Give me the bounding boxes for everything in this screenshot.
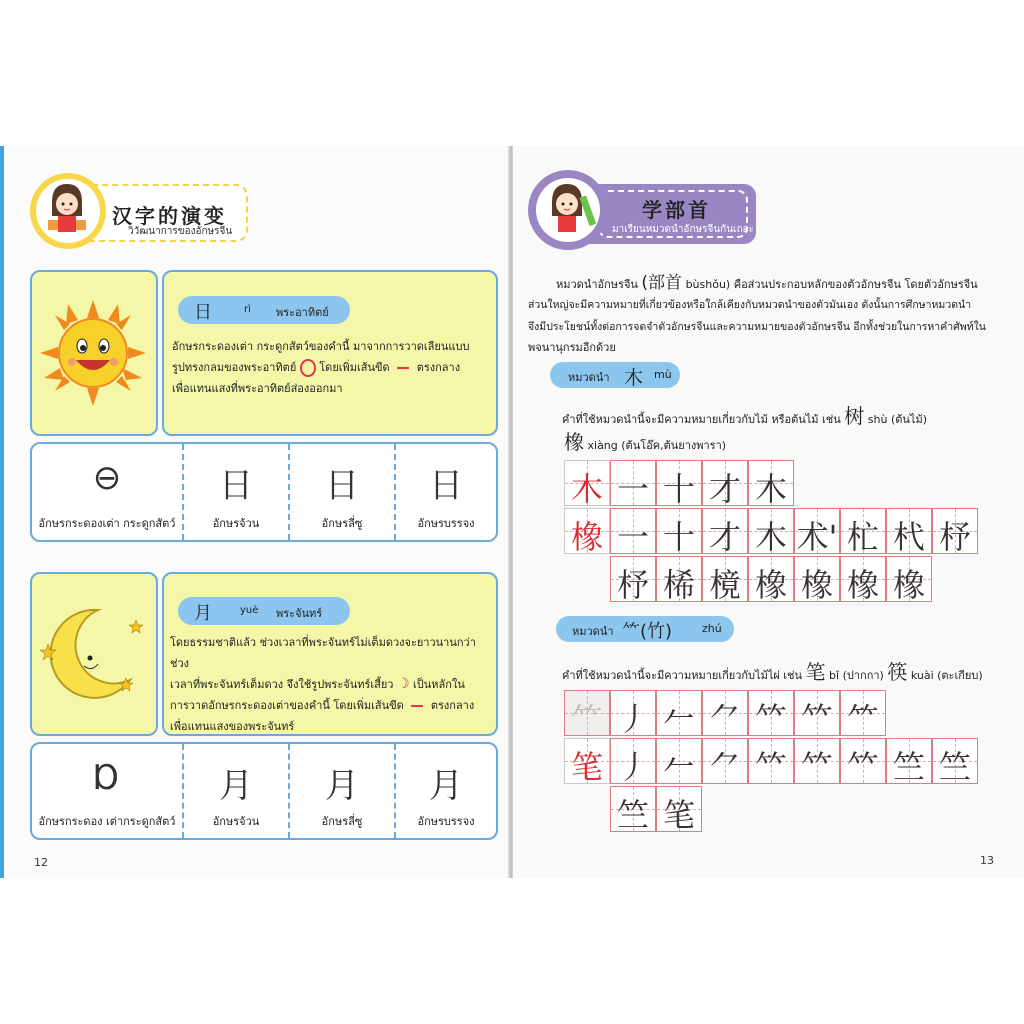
stroke-glyph: 竺 — [938, 748, 971, 784]
stroke-glyph: 一 — [616, 470, 649, 506]
seal-glyph: 日 — [219, 466, 253, 506]
sun-description — [172, 336, 492, 399]
script-caption: อักษรลี่ซู — [321, 517, 363, 530]
stroke-glyph: 笔 — [570, 748, 603, 784]
left-header-title: 汉字的演变 — [112, 204, 227, 228]
moon-line-2b: เป็นหลักใน — [413, 678, 465, 691]
moon-char: 月 — [194, 603, 212, 624]
stroke-step-cell — [748, 508, 794, 554]
stroke-step-cell — [656, 460, 702, 506]
stroke-step-cell — [840, 738, 886, 784]
stroke-step-cell — [932, 738, 978, 784]
oracle-glyph: ⊖ — [92, 458, 122, 498]
radical-char: 木 — [624, 367, 644, 389]
moon-meaning: พระจันทร์ — [276, 607, 323, 620]
clerical-glyph: 日 — [325, 466, 359, 506]
radical-pinyin: zhú — [702, 622, 722, 635]
bamboo-ex1-rest: bǐ (ปากกา) — [829, 669, 884, 682]
stroke-glyph: 丿 — [616, 748, 649, 784]
sun-line-2c: ตรงกลาง — [416, 361, 461, 374]
stroke-glyph: ⺮ — [570, 700, 603, 736]
clerical-glyph: 月 — [325, 766, 359, 806]
wood-desc — [562, 400, 927, 429]
stroke-glyph: 橡 — [570, 518, 603, 554]
intro-1a: หมวดนำอักษรจีน — [556, 278, 638, 291]
stroke-glyph: 𥫗 — [754, 700, 787, 736]
script-cell — [394, 444, 496, 540]
moon-line-1: โดยธรรมชาติแล้ว ช่วงเวลาที่พระจันทร์ไม่เต็มดวงจะยาวนานกว่าช่วง — [170, 636, 476, 670]
stroke-glyph: ⺈ — [708, 700, 741, 736]
sun-line-3: เพื่อแทนแสงที่พระอาทิตย์ส่องออกมา — [172, 382, 343, 395]
stroke-glyph: 笔 — [662, 796, 695, 832]
stroke-glyph: 橡 — [846, 566, 879, 602]
stroke-step-cell — [886, 738, 932, 784]
stroke-step-cell — [656, 690, 702, 736]
script-cell — [288, 744, 394, 838]
stroke-glyph: 杙 — [892, 518, 925, 554]
stroke-glyph: 橡 — [754, 566, 787, 602]
sun-line-2a: รูปทรงกลมของพระอาทิตย์ — [172, 361, 297, 374]
stroke-glyph: 才 — [708, 470, 741, 506]
stroke-glyph: 橡 — [800, 566, 833, 602]
right-header-subtitle: มาเรียนหมวดนำอักษรจีนกันเถอะ — [612, 224, 754, 235]
stroke-glyph: 竺 — [616, 796, 649, 832]
stroke-step-cell — [656, 786, 702, 832]
regular-glyph: 日 — [429, 466, 463, 506]
stroke-step-cell — [886, 508, 932, 554]
radical-bamboo-pill — [556, 616, 734, 642]
stroke-glyph: 𥫗 — [800, 700, 833, 736]
script-caption: อักษรลี่ซู — [321, 815, 363, 828]
radical-example-cell — [564, 508, 610, 554]
stroke-step-cell — [748, 556, 794, 602]
sun-scripts-row — [30, 442, 498, 542]
script-caption: อักษรกระดองเต่า กระดูกสัตว์ — [38, 517, 176, 530]
stroke-step-cell — [840, 508, 886, 554]
radical-pinyin: mù — [654, 368, 672, 381]
seal-glyph: 月 — [219, 766, 253, 806]
sun-pill — [178, 296, 350, 324]
stroke-step-cell — [886, 556, 932, 602]
moon-line-3a: การวาดอักษรกระดองเต่าของคำนี้ โดยเพิ่มเส้นขีด — [170, 699, 404, 712]
girl-pencil-avatar-icon — [544, 180, 600, 236]
stroke-step-cell — [610, 460, 656, 506]
moon-icon — [38, 604, 148, 700]
stroke-hint-icon — [411, 705, 423, 707]
wood-ex2-rest: xiàng (ต้นโอ๊ค,ต้นยางพารา) — [587, 439, 727, 452]
radical-label: หมวดนำ — [568, 371, 610, 384]
script-cell — [32, 444, 182, 540]
stroke-step-cell — [794, 508, 840, 554]
stroke-hint-icon — [397, 367, 409, 369]
wood-ex1-char: 树 — [844, 404, 865, 428]
stroke-step-cell — [748, 690, 794, 736]
sun-char: 日 — [194, 302, 212, 323]
radical-label: หมวดนำ — [572, 625, 614, 638]
moon-line-2 — [170, 674, 494, 695]
moon-line-3 — [170, 695, 494, 716]
radical-example-cell — [610, 556, 656, 602]
wood-ex1-rest: shù (ต้นไม้) — [867, 413, 927, 426]
circle-hint-icon — [300, 359, 316, 377]
stroke-step-cell — [794, 556, 840, 602]
regular-glyph: 月 — [429, 766, 463, 806]
bamboo-desc-a: คำที่ใช้หมวดนำนี้จะมีความหมายเกี่ยวกับไม้ไผ่ เช่น — [562, 669, 803, 682]
radical-wood-pill — [550, 362, 680, 388]
wood-desc-a: คำที่ใช้หมวดนำนี้จะมีความหมายเกี่ยวกับไม้ หรือต้นไม้ เช่น — [562, 413, 841, 426]
intro-line-3: จึงมีประโยชน์ทั้งต่อการจดจำตัวอักษรจีนและความหมายของตัวอักษรจีน อีกทั้งช่วยในการหาคำศัพท์ใน — [528, 321, 986, 333]
stroke-glyph: 一 — [616, 518, 649, 554]
moon-scripts-row — [30, 742, 498, 840]
stroke-glyph: 十 — [662, 470, 695, 506]
radical-example-cell — [564, 690, 610, 736]
script-cell — [32, 744, 182, 838]
stroke-glyph: 橡 — [892, 566, 925, 602]
moon-line-4: เพื่อแทนแสงของพระจันทร์ — [170, 720, 295, 733]
script-caption: อักษรจ้วน — [212, 815, 260, 828]
page-number-right: 13 — [980, 854, 994, 867]
bamboo-desc — [562, 656, 983, 685]
stroke-step-cell — [610, 690, 656, 736]
script-caption: อักษรบรรจง — [417, 815, 475, 828]
stroke-step-cell — [610, 508, 656, 554]
stroke-glyph: 木 — [754, 470, 787, 506]
stroke-glyph: 木 — [754, 518, 787, 554]
stroke-glyph: 𥫗 — [754, 748, 787, 784]
script-caption: อักษรกระดอง เต่ากระดูกสัตว์ — [38, 815, 176, 828]
sun-line-2 — [172, 357, 492, 378]
sun-meaning: พระอาทิตย์ — [276, 306, 329, 319]
stroke-glyph: 𥫗 — [800, 748, 833, 784]
stroke-glyph: 𥫗 — [846, 748, 879, 784]
sun-pinyin: rì — [244, 304, 251, 315]
stroke-glyph: 木 — [570, 470, 603, 506]
stroke-step-cell — [702, 508, 748, 554]
stroke-step-cell — [702, 738, 748, 784]
stroke-step-cell — [702, 556, 748, 602]
intro-1-zh: (部首 — [641, 273, 683, 293]
intro-line-2: ส่วนใหญ่จะมีความหมายที่เกี่ยวข้องหรือใกล้เคียงกับหมวดนำของตัวมันเอง ดังนั้นการศึกษาหมวดนำ — [528, 299, 972, 311]
sun-line-2b: โดยเพิ่มเส้นขีด — [319, 361, 390, 374]
stroke-glyph: 杧 — [846, 518, 879, 554]
stroke-step-cell — [840, 556, 886, 602]
stroke-glyph: 竺 — [892, 748, 925, 784]
stroke-step-cell — [656, 738, 702, 784]
stroke-glyph: 术' — [796, 518, 838, 554]
script-cell — [182, 444, 288, 540]
stroke-glyph: ⺈ — [708, 748, 741, 784]
stroke-step-cell — [748, 738, 794, 784]
radical-example-cell — [564, 460, 610, 506]
sun-line-1: อักษรกระดองเต่า กระดูกสัตว์ของคำนี้ มาจากการวาดเลียนแบบ — [172, 340, 470, 353]
stroke-step-cell — [748, 460, 794, 506]
stroke-step-cell — [794, 690, 840, 736]
script-cell — [182, 744, 288, 838]
radical-example-cell — [564, 738, 610, 784]
left-header-subtitle: วิวัฒนาการของอักษรจีน — [128, 226, 233, 237]
radical-char: ⺮(竹) — [622, 621, 673, 642]
intro-line-4: พจนานุกรมอีกด้วย — [528, 341, 616, 354]
right-header-title: 学部首 — [642, 198, 711, 222]
stroke-step-cell — [656, 556, 702, 602]
stroke-glyph: 𠂉 — [662, 700, 695, 736]
bamboo-ex2-char: 筷 — [887, 660, 908, 684]
stroke-glyph: 丿 — [616, 700, 649, 736]
stroke-step-cell — [932, 508, 978, 554]
stroke-step-cell — [610, 738, 656, 784]
sun-icon — [38, 298, 148, 408]
moon-pill — [178, 597, 350, 625]
moon-pinyin: yuè — [240, 605, 259, 616]
stroke-glyph: 十 — [662, 518, 695, 554]
oracle-glyph: Ɒ — [93, 758, 121, 798]
girl-avatar-icon — [44, 180, 90, 236]
wood-ex2 — [564, 426, 726, 455]
stroke-glyph: 樈 — [708, 566, 741, 602]
script-caption: อักษรบรรจง — [417, 517, 475, 530]
bamboo-ex2-rest: kuài (ตะเกียบ) — [910, 669, 983, 682]
moon-description — [170, 632, 494, 737]
stroke-glyph: 𠂉 — [662, 748, 695, 784]
stroke-step-cell — [656, 508, 702, 554]
stroke-glyph: 桸 — [662, 566, 695, 602]
intro-1-py: bùshǒu) — [685, 278, 731, 291]
intro-line-1 — [556, 268, 978, 293]
intro-1b: คือส่วนประกอบหลักของตัวอักษรจีน โดยตัวอักษรจีน — [733, 278, 978, 291]
stroke-step-cell — [702, 690, 748, 736]
moon-line-2a: เวลาที่พระจันทร์เต็มดวง จึงใช้รูปพระจันทร์เสี้ยว — [170, 678, 394, 691]
script-cell — [288, 444, 394, 540]
script-caption: อักษรจ้วน — [212, 517, 260, 530]
stroke-glyph: 杼 — [938, 518, 971, 554]
stroke-step-cell — [702, 460, 748, 506]
stroke-glyph: 杼 — [616, 566, 649, 602]
moon-line-3b: ตรงกลาง — [430, 699, 475, 712]
script-cell — [394, 744, 496, 838]
wood-ex2-char: 橡 — [564, 430, 584, 454]
crescent-hint-icon: ☽ — [396, 676, 410, 692]
page-number-left: 12 — [34, 856, 48, 869]
bamboo-ex1-char: 笔 — [805, 660, 826, 684]
stroke-glyph: ⺮ — [846, 700, 879, 736]
radical-example-cell — [610, 786, 656, 832]
stroke-step-cell — [794, 738, 840, 784]
stroke-step-cell — [840, 690, 886, 736]
stroke-glyph: 才 — [708, 518, 741, 554]
